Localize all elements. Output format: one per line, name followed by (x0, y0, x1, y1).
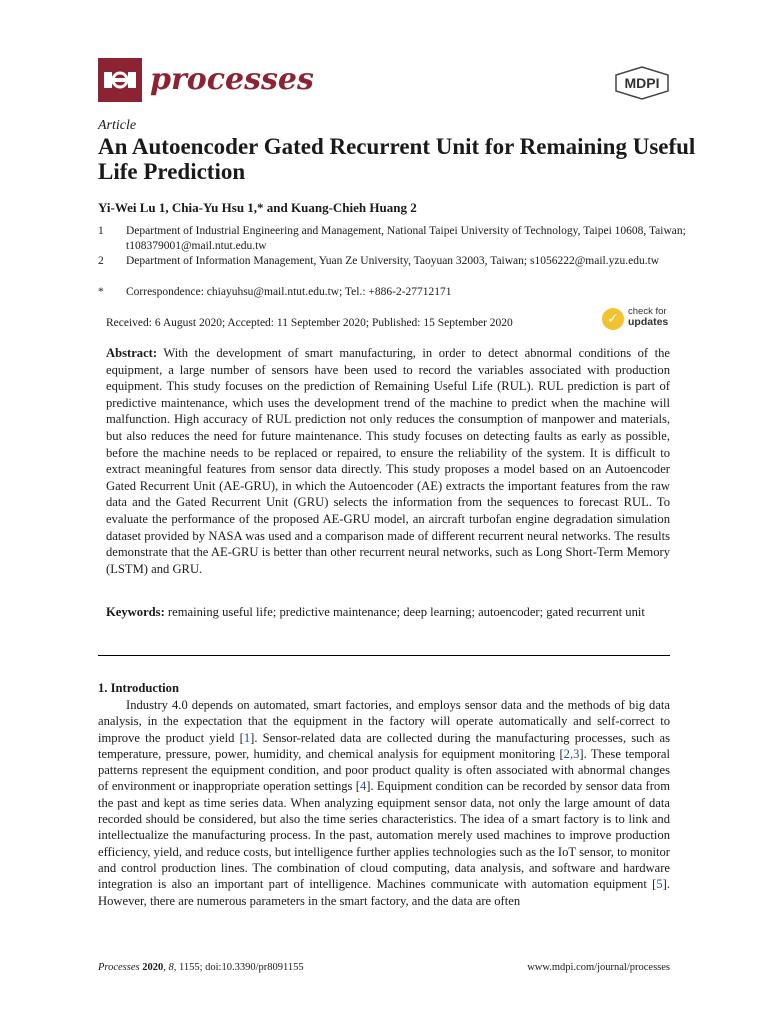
keywords-text: remaining useful life; predictive maintenance; deep learning; autoencoder; gated recurrent unit (167, 605, 645, 619)
footer-year: 2020 (142, 962, 164, 973)
correspondence (98, 285, 678, 300)
section-divider (98, 655, 670, 656)
keywords-label: Keywords: (106, 605, 165, 619)
check-for-updates-badge[interactable] (602, 306, 670, 332)
intro-text: ]. Sensor-related data are collected during the manufacturing processes, such as temperature, pressure, power, humidity, and chemical analysis for equipment monitoring [ (98, 730, 670, 761)
affiliation-number: * (98, 286, 104, 298)
publication-dates: Received: 6 August 2020; Accepted: 11 September 2020; Published: 15 September 2020 (106, 317, 513, 329)
abstract (106, 345, 670, 577)
footer-doi: , 1155; doi:10.3390/pr8091155 (173, 962, 304, 973)
affiliation-1 (98, 224, 686, 254)
intro-text: ]. However, there are numerous parameters in the smart factory, and the data are often (98, 877, 670, 908)
affiliation-2 (98, 254, 678, 284)
affiliation-number: 1 (98, 225, 104, 237)
abstract-text: With the development of smart manufacturing, in order to detect abnormal conditions of the equipment, a large number of sensors have been used to record the variables associated with production equipment. This study focuses on the prediction of Remaining Useful Life (RUL). RUL prediction is part of predictive maintenance, which uses the development trend of the machine to predict when the machine will malfunction. High accuracy of RUL prediction not only reduces the consumption of manpower and materials, but also reduces the need for future maintenance. This study focuses on detecting faults as early as possible, before the machine needs to be replaced or repaired, to ensure the reliability of the system. It is difficult to extract meaningful features from sensor data directly. This study proposes a model based on an Autoencoder Gated Recurrent Unit (AE-GRU), in which the Autoencoder (AE) extracts the important features from the raw data and the Gated Recurrent Unit (GRU) selects the information from the sequences to forecast RUL. To evaluate the performance of the proposed AE-GRU model, an aircraft turbofan engine degradation simulation dataset provided by NASA was used and a comparison made of different recurrent neural networks. The results demonstrate that the AE-GRU is better than other recurrent neural networks, such as Long Short-Term Memory (LSTM) and GRU. (106, 346, 670, 576)
affiliation-text: Correspondence: chiayuhsu@mail.ntut.edu.tw; Tel.: +886-2-27712171 (126, 286, 452, 298)
affiliation-text: Department of Industrial Engineering and Management, National Taipei University of Technology, Taipei 10608, Taiwan; t108379001@mail.ntut.edu.tw (126, 225, 686, 252)
intro-text: ]. These temporal patterns represent the equipment condition, and poor product quality is often associated with abnormal changes of environment or inappropriate operation settings [ (98, 746, 670, 794)
affiliation-number: 2 (98, 255, 104, 267)
abstract-label: Abstract: (106, 346, 158, 360)
citation-link[interactable]: 5 (656, 877, 663, 892)
intro-paragraph (98, 697, 670, 909)
footer-citation: Processes 2020, 8, 1155; doi:10.3390/pr8091155 (98, 962, 304, 973)
author-list: Yi-Wei Lu 1, Chia-Yu Hsu 1,* and Kuang-Chieh Huang 2 (98, 200, 417, 215)
citation-link[interactable]: 1 (243, 730, 251, 745)
mdpi-logo[interactable] (614, 66, 670, 100)
journal-name: processes (150, 62, 314, 97)
keywords (106, 604, 670, 621)
footer-journal: Processes (98, 962, 140, 973)
section-heading: 1. Introduction (98, 681, 179, 695)
footer-volume: 8 (168, 962, 174, 973)
article-type: Article (98, 118, 137, 133)
mdpi-logo-text: MDPI (624, 75, 660, 91)
citation-link[interactable]: 2,3 (563, 746, 580, 761)
affiliation-text: Department of Information Management, Yuan Ze University, Taoyuan 32003, Taiwan; s1056222@mail.yzu.edu.tw (126, 255, 660, 267)
citation-link[interactable]: 4 (359, 779, 367, 794)
check-updates-icon: ✓ (602, 308, 624, 330)
check-updates-line2: updates (628, 316, 669, 328)
journal-logo-icon (98, 58, 142, 102)
intro-text: Industry 4.0 depends on automated, smart factories, and employs sensor data and the methods of big data analysis, in the expectation that the equipment in the factory will operate automatically and self-correct to improve the product yield [ (98, 698, 670, 745)
check-updates-line1: check for (628, 306, 667, 317)
footer-url[interactable]: www.mdpi.com/journal/processes (527, 962, 670, 973)
intro-text: ]. Equipment condition can be recorded by sensor data from the past and kept as time series data. When analyzing equipment sensor data, not only the large amount of data recorded should be considered, but also the time series characteristics. The idea of a smart factory is to link and intellectualize the manufacturing process. In the past, automation merely used machines to improve production efficiency, yield, and reduce costs, but intelligence further applies technologies such as the IoT sensor, to monitor and control production lines. The combination of cloud computing, data analysis, and software and hardware integration is also an important part of intelligence. Machines communicate with automation equipment [ (98, 779, 670, 892)
article-title: An Autoencoder Gated Recurrent Unit for Remaining Useful Life Prediction (98, 134, 696, 184)
